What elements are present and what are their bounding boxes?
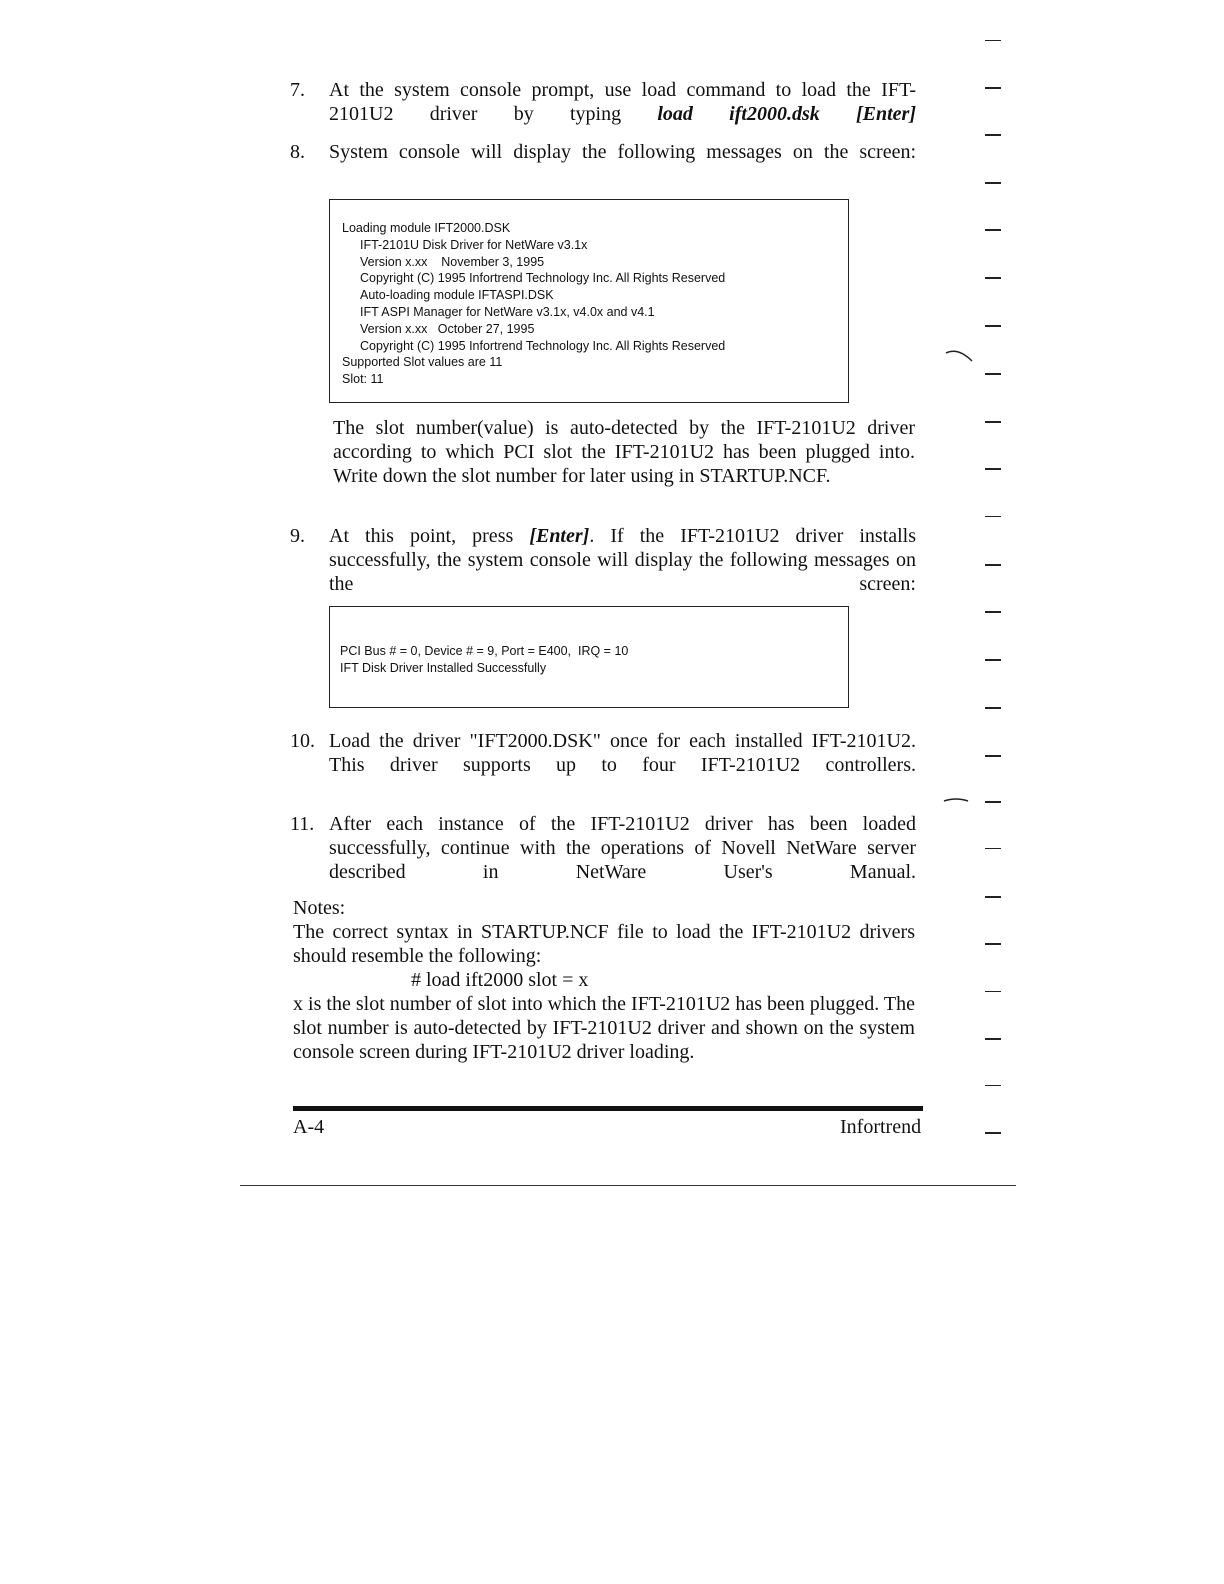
margin-curve-mark <box>942 795 972 805</box>
step-number: 9. <box>290 525 305 547</box>
console-line: IFT-2101U Disk Driver for NetWare v3.1x <box>360 237 588 252</box>
console-line: Loading module IFT2000.DSK <box>342 221 511 235</box>
syntax-example: # load ift2000 slot = x <box>411 969 589 991</box>
margin-curve-mark <box>944 345 976 365</box>
notes-heading: Notes: <box>293 897 346 919</box>
step-number: 10. <box>290 730 315 752</box>
margin-mark <box>985 468 1001 470</box>
console-line: Slot: 11 <box>342 372 384 387</box>
margin-mark <box>985 707 1001 709</box>
footer-brand: Infortrend <box>840 1116 922 1138</box>
margin-mark <box>985 848 1001 849</box>
console-line: Version x.xx November 3, 1995 <box>360 254 545 269</box>
margin-mark <box>985 611 1001 613</box>
margin-mark <box>985 182 1001 184</box>
margin-mark <box>985 1132 1001 1134</box>
page-number: A-4 <box>293 1116 325 1138</box>
margin-mark <box>985 516 1001 517</box>
margin-mark <box>985 755 1001 757</box>
margin-mark <box>985 277 1001 279</box>
console-line: IFT ASPI Manager for NetWare v3.1x, v4.0x and v4.1 <box>360 304 655 319</box>
step-10 <box>290 729 916 801</box>
margin-mark <box>985 87 1001 89</box>
step-7-text: At the system console prompt, use load command to load the IFT-2101U2 driver by typing <box>329 79 916 125</box>
console-line: Copyright (C) 1995 Infortrend Technology Inc. All Rights Reserved <box>360 338 726 353</box>
console-line: IFT Disk Driver Installed Successfully <box>340 660 547 675</box>
footer-rule <box>293 1106 923 1111</box>
step-9-text-before: At this point, press <box>329 525 530 547</box>
step-number: 7. <box>290 79 305 101</box>
notes-intro: The correct syntax in STARTUP.NCF file to load the IFT-2101U2 drivers should resemble the following: <box>293 921 915 967</box>
margin-mark <box>985 229 1001 231</box>
step-11 <box>290 812 916 908</box>
console-output-installed <box>329 606 849 708</box>
step-text: System console will display the following messages on the screen: <box>329 141 916 163</box>
console-output-loading <box>329 199 849 403</box>
console-line: Auto-loading module IFTASPI.DSK <box>360 288 554 303</box>
margin-mark <box>985 40 1001 41</box>
margin-mark <box>985 943 1001 945</box>
margin-mark <box>985 659 1001 661</box>
step-text: After each instance of the IFT-2101U2 driver has been loaded successfully, continue with the operations of Novell NetWare server described in NetWare User's Manual. <box>329 813 916 883</box>
margin-mark <box>985 373 1001 375</box>
notes-explanation: x is the slot number of slot into which the IFT-2101U2 has been plugged. The slot number is auto-detected by IFT-2101U2 driver and shown on the system console screen during IFT-2101U2 driver loading. <box>293 993 915 1063</box>
load-command: load ift2000.dsk [Enter] <box>657 103 916 125</box>
margin-mark <box>985 421 1001 423</box>
margin-mark <box>985 1038 1001 1040</box>
margin-mark <box>985 991 1001 992</box>
console-line: Copyright (C) 1995 Infortrend Technology Inc. All Rights Reserved <box>360 271 726 286</box>
margin-mark <box>985 325 1001 327</box>
step-text: Load the driver "IFT2000.DSK" once for each installed IFT-2101U2. This driver supports up to four IFT-2101U2 controllers. <box>329 730 916 776</box>
margin-mark <box>985 896 1001 898</box>
notes-section <box>293 896 915 1064</box>
margin-mark <box>985 801 1001 803</box>
slot-number-paragraph: The slot number(value) is auto-detected by the IFT-2101U2 driver according to which PCI slot the IFT-2101U2 has been plugged into. Write down the slot number for later using in STARTUP.NCF. <box>333 417 915 487</box>
margin-mark <box>985 134 1001 136</box>
step-8 <box>290 140 916 188</box>
console-line: PCI Bus # = 0, Device # = 9, Port = E400, IRQ = 10 <box>340 644 629 658</box>
step-9-text-after: . If the IFT-2101U2 driver installs successfully, the system console will display the following messages on the screen: <box>329 525 916 595</box>
step-number: 8. <box>290 141 305 163</box>
margin-mark <box>985 1085 1001 1086</box>
scan-edge-rule <box>240 1185 1016 1186</box>
step-number: 11. <box>290 813 315 835</box>
console-line: Supported Slot values are 11 <box>342 355 503 370</box>
margin-mark <box>985 564 1001 566</box>
enter-key: [Enter] <box>529 525 590 547</box>
console-line: Version x.xx October 27, 1995 <box>360 321 535 336</box>
